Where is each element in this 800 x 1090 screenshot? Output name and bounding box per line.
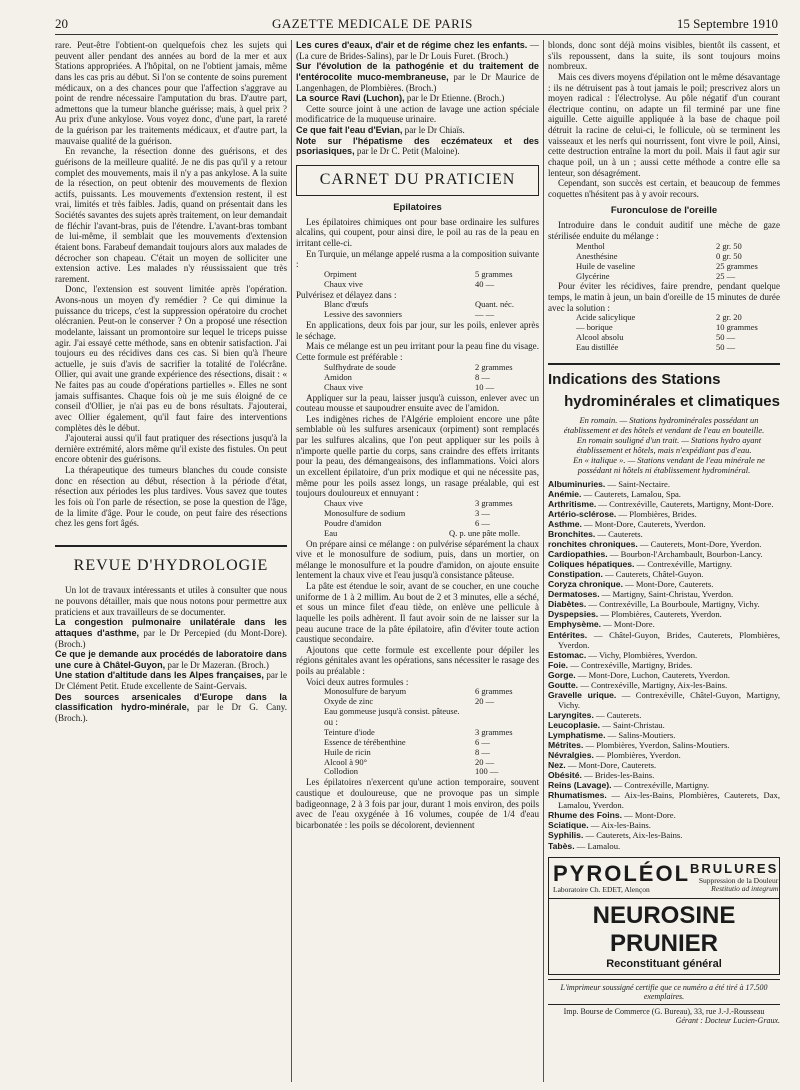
legend-note: En romain. — Stations hydrominérales possédant un établissement et des hôtels et vendant de l'eau en bouteille. xyxy=(563,415,765,436)
indication-stations: — Cauterets, Châtel-Guyon. xyxy=(602,569,704,580)
indication-condition: Coryza chronique. xyxy=(548,579,623,590)
indication-item xyxy=(548,599,780,609)
paragraph: En revanche, la résection donne des guérisons, et des guérisons de la meilleure qualité. Je ne dis pas qu'il y a retour complet des mouvements, mais il n'y a pas ankylose. A la suite de la résection, on peut obtenir des mouvements de flexion actifs, puissants. Les mouvements d'extension restent, il est vrai, limités et très faibles. Jadis, quand on présentait dans les Sociétés savantes des sujets après traitement, on leur demandait de fléchir l'avant-bras, puis de l'étendre. L'avant-bras tombant de lui-même, il semblait que les mouvements d'extension étaient bons. Farabeuf demandait toujours alors aux malades de décrocher son chapeau. C'était un moyen de solliciter une extension active. Les malades n'y réussissaient que très rarement. xyxy=(55,146,287,284)
paragraph: Cette source joint à une action de lavage une action spéciale modificatrice de la muqueuse urinaire. xyxy=(296,103,539,125)
indication-condition: Rhume des Foins. xyxy=(548,810,623,821)
page-header xyxy=(55,16,778,35)
paragraph: On prépare ainsi ce mélange : on pulvérise séparément la chaux vive et le monosulfure de sodium, puis, dans un mortier, on mélange le monosulfure et la poudre d'amidon, on ajoute ensuite lentement la chaux vive et l'eau jusqu'à consistance pâteuse. xyxy=(296,538,539,581)
advertisement-pyroleol xyxy=(548,857,780,900)
indication-condition: Laryngites. xyxy=(548,709,594,720)
indication-item xyxy=(548,630,780,650)
indication-condition: Gorge. xyxy=(548,669,576,680)
indication-stations: — Contrexéville, Martigny, Brides. xyxy=(568,659,693,670)
footer xyxy=(548,979,780,1025)
indication-stations: — Châtel-Guyon, Brides, Cauterets, Plombières, Yverdon. xyxy=(558,629,780,650)
indication-item xyxy=(548,710,780,720)
indication-condition: Anémie. xyxy=(548,488,582,499)
indication-condition: Sciatique. xyxy=(548,820,589,831)
indication-stations: — Bourbon-l'Archambault, Bourbon-Lancy. xyxy=(607,549,763,560)
indication-item xyxy=(548,519,780,529)
indication-item xyxy=(548,810,780,820)
indication-item xyxy=(548,770,780,780)
reference-item: Ce que je demande aux procédés de laboratoire dans une cure à Châtel-Guyon, par le Dr Mazeran. (Broch.) xyxy=(55,649,287,670)
formula: Sulfhydrate de soude 2 grammes Amidon 8 — Chaux vive 10 — xyxy=(324,361,513,392)
indication-stations: — Mont-Dore. xyxy=(601,619,655,630)
indication-item xyxy=(548,579,780,589)
indication-condition: Métrites. xyxy=(548,740,584,751)
column-rule xyxy=(543,40,544,1082)
legend-note: En « italique ». — Stations vendant de l'eau minérale ne possédant ni hôtels ni établissement hydrominéral. xyxy=(573,454,765,475)
indications-list xyxy=(548,479,780,851)
paragraph: Donc, l'extension est souvent limitée après l'opération. Avons-nous un moyen d'y remédier ? Ce qui diminue la puissance du triceps, c'est la suppression opératoire du crochet olécranien. Peut-on le conserver ? On a proposé une résection modelante, laissant un promontoire sur lequel le triceps puisse agir. J'ai essayé cette méthode, sans en obtenir satisfaction. J'ai toujours eu des récidives dans ces cas. Si bien qu'à l'heure actuelle, je suis d'avis de sacrifier la totalité de l'olécrâne. Ollier, qui avait une grande expérience des résections, disait : « Ne faites pas au coude d'opérations partielles ». Elles ne sont jamais suffisantes. Chaque fois où je me suis éloigné de ce conseil d'Ollier, je n'ai pas eu de bons résultats. J'ajouterai, avec Ollier également, qu'il faut faire des interventions complètes dès le début. xyxy=(55,284,287,433)
indications-subtitle: hydrominérales et climatiques xyxy=(564,392,780,410)
indication-item xyxy=(548,820,780,830)
indication-item xyxy=(548,740,780,750)
indication-stations: — Contrexéville, Martigny. xyxy=(634,559,732,570)
indication-stations: — Plombières, Cauterets, Yverdon. xyxy=(598,609,722,620)
formula: Chaux vive 3 grammes Monosulfure de sodium 3 — Poudre d'amidon 6 — Eau Q. p. une pâte molle. xyxy=(324,497,521,538)
indications-title: Indications des Stations xyxy=(548,363,780,389)
reference-item: Des sources arsenicales d'Europe dans la classification hydro-minérale, par le Dr G. Cany. (Broch.). xyxy=(55,691,287,723)
indication-item xyxy=(548,670,780,680)
indication-stations: — Contrexéville, La Bourboule, Martigny, Vichy. xyxy=(586,599,760,610)
gerant-line: Gérant : Docteur Lucien-Graux. xyxy=(675,1016,780,1026)
formula: Acide salicylique 2 gr. 20 — borique 10 grammes Alcool absolu 50 — Eau distillée 50 — xyxy=(576,312,758,353)
reference-item: Note sur l'hépatisme des eczémateux et des psoriasiques, par le Dr C. Petit (Maloine). xyxy=(296,135,539,157)
ad-tagline: Reconstituant général xyxy=(606,958,722,971)
indication-stations: — Brides-les-Bains. xyxy=(581,770,655,781)
indication-condition: ronchites chroniques. xyxy=(548,539,638,550)
indication-item xyxy=(548,730,780,740)
indication-condition: Diabètes. xyxy=(548,599,587,610)
indication-stations: — Martigny, Saint-Christau, Yverdon. xyxy=(599,589,734,600)
print-certificate: L'imprimeur soussigné certifie que ce numéro a été tiré à 17.500 exemplaires. xyxy=(560,983,768,1002)
indication-condition: Coliques hépatiques. xyxy=(548,559,635,570)
paragraph: Mais ces divers moyens d'épilation ont le même désavantage : ils ne détruisent pas à tout jamais le poil; prescrivez alors un moyen radical : l'électrolyse. Au pôle négatif d'un courant électrique continu, on adapte un fil terminé par une fine aiguille. Cette aiguille appliquée à la base de chaque poil détruit la racine de celui-ci, le follicule, où se terminent les vaisseaux et les nerfs qui nourrissent, font vivre le poil, Ainsi, cette destruction entraîne la mort du poil. Mais il faut agir sur chaque poil, un à un ; aussi cette méthode a contre elle sa lenteur, son désagrément. xyxy=(548,71,780,178)
paragraph: En applications, deux fois par jour, sur les poils, enlever après le séchage. xyxy=(296,320,539,341)
reference-item: La source Ravi (Luchon), par le Dr Etienne. (Broch.) xyxy=(296,93,505,104)
indication-stations: — Cauterets, Aix-les-Bains. xyxy=(583,830,683,841)
indication-condition: Estomac. xyxy=(548,649,587,660)
ad-brand: NEUROSINE PRUNIER xyxy=(592,902,736,958)
indication-item xyxy=(548,660,780,670)
indication-stations: — Mont-Dore, Luchon, Cauterets, Yverdon. xyxy=(575,669,730,680)
indication-item xyxy=(548,790,780,810)
formula: Teinture d'iode 3 grammes Essence de térébenthine 6 — Huile de ricin 8 — Alcool à 90° 20 — Collodion 100 — xyxy=(324,726,513,777)
ad-brand: PYROLÉOL xyxy=(553,860,691,886)
indication-stations: — Plombières, Yverdon, Salins-Moutiers. xyxy=(583,740,730,751)
indication-condition: Asthme. xyxy=(548,519,582,530)
indication-item xyxy=(548,780,780,790)
indication-item xyxy=(548,549,780,559)
advertisement-neurosine xyxy=(548,899,780,975)
indication-condition: Emphysème. xyxy=(548,619,602,630)
formula: Orpiment 5 grammes Chaux vive 40 — xyxy=(324,268,513,289)
paragraph: Pour éviter les récidives, faire prendre, pendant quelque temps, le matin à jeun, un bain d'oreille de 15 minutes de durée avec la solution : xyxy=(548,281,780,313)
reference-item: Sur l'évolution de la pathogénie et du traitement de l'entérocolite muco-membraneuse, par le Dr Maurice de Langenhagen, de Plombières. (Broch.) xyxy=(296,61,539,93)
indication-stations: — Aix-les-Bains, Plombières, Cauterets, Dax, Lamalou, Yverdon. xyxy=(558,790,780,811)
indication-condition: Entérites. xyxy=(548,629,588,640)
paragraph: J'ajouterai aussi qu'il faut pratiquer des résections jusqu'à la dernière extrémité, alors même qu'il existe des fistules. On peut encore obtenir des guérisons. xyxy=(55,433,287,465)
ad-line: Suppression de la Douleur xyxy=(698,875,779,885)
indication-stations: — Contrexéville, Martigny, Aix-les-Bains. xyxy=(578,679,728,690)
indication-condition: Rhumatismes. xyxy=(548,790,607,801)
indication-stations: — Aix-les-Bains. xyxy=(588,820,651,831)
indication-item xyxy=(548,569,780,579)
indication-condition: Constipation. xyxy=(548,569,603,580)
ad-headline: BRULURES xyxy=(690,861,779,877)
legend-note: En romain souligné d'un trait. — Stations hydro ayant établissement et hôtels, mais n'expédiant pas d'eau. xyxy=(576,435,762,456)
paragraph: Introduire dans le conduit auditif une mèche de gaze stérilisée enduite du mélange : xyxy=(548,220,780,242)
indication-condition: Artério-sclérose. xyxy=(548,508,617,519)
formula: Monosulfure de baryum 6 grammes Oxyde de zinc 20 — Eau gommeuse jusqu'à consist. pâteuse. xyxy=(324,686,513,717)
indication-condition: Gravelle urique. xyxy=(548,689,617,700)
paragraph: Les indigènes riches de l'Algérie emploient encore une pâte semblable où les sulfures arsenicaux (orpiment) sont remplacés par les sulfures alcalins, que l'on peut appliquer sur les poils à n'importe quelle partie du corps, sans craindre des effets irritants pour la peau, des démangeaisons, des inflammations. Voici alors un excellent épilatoire, d'un prix modique et qui ne nécessite pas, même pour les poils assez longs, un rasage préalable, qui est toujours douloureux et ennuyant : xyxy=(296,413,539,499)
carnet-header-box xyxy=(296,165,539,196)
indication-stations: — Salins-Moutiers. xyxy=(605,730,676,740)
section-title-hydrologie: REVUE D'HYDROLOGIE xyxy=(55,545,287,576)
indication-condition: Lymphatisme. xyxy=(548,730,606,740)
indication-stations: — Vichy, Plombières, Yverdon. xyxy=(586,649,698,660)
column-rule xyxy=(291,40,292,1082)
indication-item xyxy=(548,529,780,539)
indication-condition: Leucoplasie. xyxy=(548,719,601,730)
indication-stations: — Contrexéville, Martigny. xyxy=(611,780,710,791)
subsection-title: Furonculose de l'oreille xyxy=(610,205,718,217)
indication-stations: — Plombières, Yverdon. xyxy=(593,750,681,761)
indication-condition: Bronchites. xyxy=(548,529,596,540)
indication-stations: — Plombières, Brides. xyxy=(616,508,697,519)
indication-stations: — Cauterets, Mont-Dore, Yverdon. xyxy=(637,539,762,550)
paragraph: Voici deux autres formules : xyxy=(306,676,409,687)
indication-stations: — Contrexéville, Cauterets, Martigny, Mont-Dore. xyxy=(596,498,774,509)
indication-condition: Dyspepsies. xyxy=(548,609,599,620)
indication-condition: Nez. xyxy=(548,760,566,771)
column-2 xyxy=(296,40,539,1084)
indication-item xyxy=(548,559,780,569)
paragraph: Les épilatoires chimiques ont pour base ordinaire les sulfures alcalins, qui coupent, pour ainsi dire, le poil au ras de la peau en irritant celle-ci. xyxy=(296,216,539,248)
reference-item: Les cures d'eaux, d'air et de régime chez les enfants. — (La cure de Brides-Salins), par le Dr Louis Furet. (Broch.) xyxy=(296,40,539,61)
ad-line: Restitutio ad integrum xyxy=(711,884,779,894)
journal-title: GAZETTE MEDICALE DE PARIS xyxy=(272,16,473,31)
column-1 xyxy=(55,40,287,1084)
paragraph: Ajoutons que cette formule est excellente pour dépiler les régions génitales avant les opérations, sans nécessiter le rasage des poils au préalable : xyxy=(296,644,539,677)
indication-stations: — Contrexéville, Châtel-Guyon, Martigny, Vichy. xyxy=(558,689,780,710)
indication-stations: — Mont-Dore, Cauterets. xyxy=(565,760,657,771)
indication-condition: Obésité. xyxy=(548,770,582,781)
formula: Blanc d'œufs Quant. néc. Lessive des savonniers — — xyxy=(324,299,514,320)
issue-date: 15 Septembre 1910 xyxy=(676,16,778,31)
indication-stations: — Mont-Dore. xyxy=(622,810,676,821)
indication-condition: Dermatoses. xyxy=(548,589,600,600)
paragraph: La thérapeutique des tumeurs blanches du coude consiste donc en résection au début, résection à la période d'état, résection aux périodes les plus tardives. Vous savez que toutes les fois où l'on parle de résection, se pose la question de l'âge, de la limite d'âge. Pour le coude, on peut faire des résections chez les gens fort âgés. xyxy=(55,465,287,529)
indication-item xyxy=(548,760,780,770)
paragraph: Les épilatoires n'exercent qu'une action temporaire, souvent caustique et douloureuse, que ne provoque pas un simple badigeonnage, 2 à 3 fois par jour, durant 1 mois environ, des poils avec de l'eau oxygénée à 16 volumes, coupée de 1/4 d'eau bicarbonatée : les poils se décolorent, deviennent xyxy=(296,777,539,830)
indication-stations: — Cauterets, Lamalou, Spa. xyxy=(581,488,681,499)
indication-condition: Goutte. xyxy=(548,679,579,690)
indication-condition: Syphilis. xyxy=(548,830,584,841)
paragraph: Appliquer sur la peau, laisser jusqu'à cuisson, enlever avec un couteau mousse et saupoudrer ensuite avec de l'amidon. xyxy=(296,392,539,414)
indication-condition: Foie. xyxy=(548,659,569,670)
indication-stations: — Lamalou. xyxy=(574,840,621,851)
section-title-carnet: CARNET DU PRATICIEN xyxy=(319,170,516,188)
printer-line: Imp. Bourse de Commerce (G. Bureau), 33, rue J.-J.-Rousseau xyxy=(548,1004,780,1016)
indication-condition: Arthritisme. xyxy=(548,498,597,509)
indication-condition: Reins (Lavage). xyxy=(548,780,612,791)
indication-stations: — Mont-Dore, Cauterets, Yverdon. xyxy=(581,519,706,530)
reference-item: La congestion pulmonaire unilatérale dans les attaques d'asthme, par le Dr Percepied (du Mont-Dore). (Broch.) xyxy=(55,617,287,649)
indication-stations: — Saint-Nectaire. xyxy=(605,478,670,489)
indication-stations: — Cauterets. xyxy=(593,709,642,720)
paragraph: Cependant, son succès est certain, et beaucoup de femmes coquettes n'hésitent pas à y avoir recours. xyxy=(548,178,780,199)
paragraph: rare. Peut-être l'obtient-on quelquefois chez les sujets qui peuvent aller pendant des années au bord de la mer et aux Stations appropriées. A l'hôpital, on ne l'obtient jamais, même dans les cas pris au début. Si l'on se contente de soins purement médicaux, on a des chances pour que l'affection s'aggrave au point de rendre nécessaire l'amputation du bras. D'autre part, admettons que la tumeur blanche guérisse; mais, à quel prix ? Au prix d'une ankylose. Vous voyez donc, d'une part, la rareté de la guérison par les traitements médicaux, et d'autre part, la mauvaise qualité de la guérison. xyxy=(55,40,287,146)
paragraph: blonds, donc sont déjà moins visibles, bientôt ils cassent, et s'ils repoussent, dans la suite, ils sont toujours moins nombreux. xyxy=(548,40,780,72)
ad-lab: Laboratoire Ch. EDET, Alençon xyxy=(553,885,650,895)
subsection-title: Epilatoires xyxy=(393,201,442,213)
indication-condition: Albuminuries. xyxy=(548,478,606,489)
indication-stations: — Saint-Christau. xyxy=(600,719,665,730)
paragraph: Pulvérisez et délayez dans : xyxy=(296,289,397,300)
paragraph: Mais ce mélange est un peu irritant pour la peau fine du visage. Cette formule est préférable : xyxy=(296,341,539,363)
indication-condition: Cardiopathies. xyxy=(548,549,608,560)
indication-item xyxy=(548,650,780,660)
indication-item xyxy=(548,690,780,710)
indication-item xyxy=(548,589,780,599)
indication-item xyxy=(548,509,780,519)
indication-item xyxy=(548,489,780,499)
indication-item xyxy=(548,499,780,509)
column-3 xyxy=(548,40,780,1084)
indication-item xyxy=(548,750,780,760)
page-number: 20 xyxy=(55,16,68,31)
indication-condition: Névralgies. xyxy=(548,750,594,761)
paragraph: La pâte est étendue le soir, avant de se coucher, en une couche uniforme de 1 à 2 millim. Au bout de 2 et 3 minutes, elle a séché, et sous un mince filet d'eau tiède, on enlève une pellicule à laquelle les poils adhèrent. Il faut avoir soin de ne laisser sur la peau aucune trace de la pâte épilatoire, afin d'éviter toute action caustique secondaire. xyxy=(296,581,539,645)
indication-stations: — Mont-Dore, Cauterets. xyxy=(622,579,714,590)
indication-item xyxy=(548,479,780,489)
indication-stations: — Cauterets. xyxy=(595,529,643,540)
indication-item xyxy=(548,539,780,549)
indication-condition: Tabès. xyxy=(548,840,575,851)
indication-item xyxy=(548,841,780,851)
formula: Menthol 2 gr. 50 Anesthésine 0 gr. 50 Huile de vaseline 25 grammes Glycérine 25 — xyxy=(576,240,758,281)
indication-item xyxy=(548,609,780,619)
paragraph: ou : xyxy=(324,717,338,728)
indication-item xyxy=(548,680,780,690)
paragraph: En Turquie, un mélange appelé rusma a la composition suivante : xyxy=(296,248,539,270)
reference-item: Ce que fait l'eau d'Evian, par le Dr Chiaïs. xyxy=(296,125,465,135)
indication-item xyxy=(548,619,780,629)
indication-item xyxy=(548,720,780,730)
paragraph: Un lot de travaux intéressants et utiles à consulter que nous ne pouvons détailler, mais que nous notons pour permettre aux praticiens et aux travailleurs de se documenter. xyxy=(55,585,287,617)
indication-item xyxy=(548,830,780,840)
reference-item: Une station d'altitude dans les Alpes françaises, par le Dr Clément Petit. Etude excellente de Saint-Gervais. xyxy=(55,670,287,692)
